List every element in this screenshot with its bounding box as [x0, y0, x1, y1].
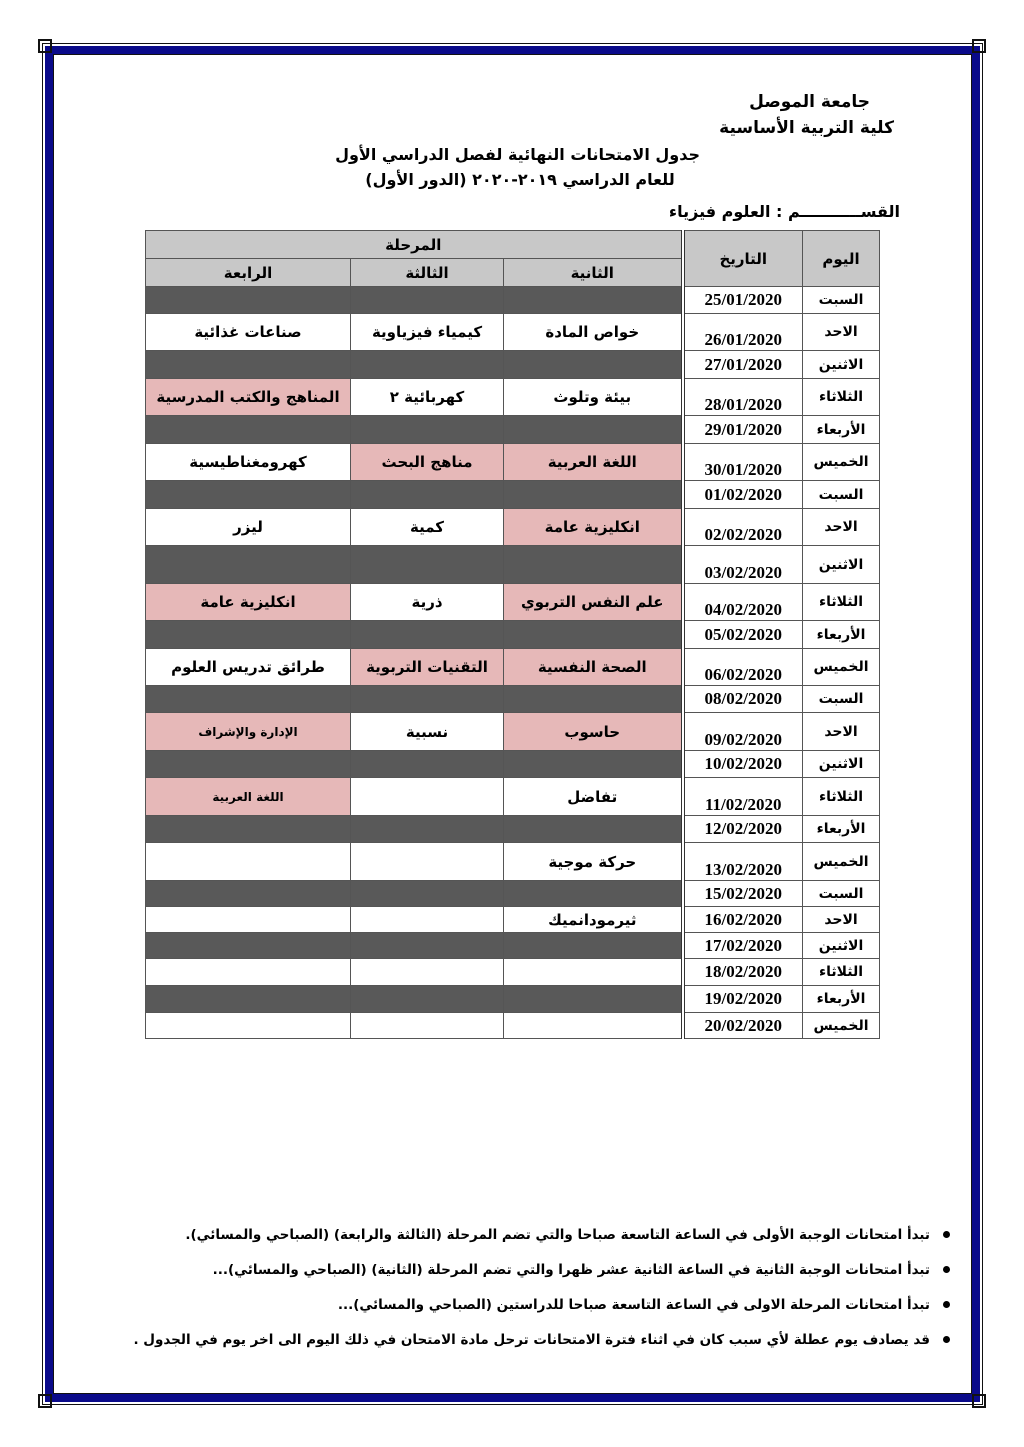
- subject-cell-fourth: [146, 416, 351, 444]
- subject-cell-third: [351, 1013, 504, 1039]
- table-row: [146, 751, 880, 778]
- day-cell: الأربعاء: [803, 986, 880, 1013]
- date-cell: 05/02/2020: [683, 621, 803, 649]
- day-cell: السبت: [803, 287, 880, 314]
- date-cell: 11/02/2020: [683, 778, 803, 816]
- table-row: [146, 933, 880, 959]
- table-header-row: [146, 231, 880, 259]
- subject-cell-third: [351, 933, 504, 959]
- subject-cell-second: [504, 1013, 683, 1039]
- subject-cell-second: [504, 686, 683, 713]
- table-row: [146, 843, 880, 881]
- subject-cell-second: [504, 351, 683, 379]
- table-row: [146, 546, 880, 584]
- subject-cell-third: كمية: [351, 509, 504, 546]
- column-header-second: الثانية: [504, 259, 683, 287]
- subject-cell-second: [504, 621, 683, 649]
- subject-cell-fourth: طرائق تدريس العلوم: [146, 649, 351, 686]
- date-cell: 29/01/2020: [683, 416, 803, 444]
- subject-cell-fourth: انكليزية عامة: [146, 584, 351, 621]
- day-cell: الأربعاء: [803, 416, 880, 444]
- note-text: قد يصادف يوم عطلة لأي سبب كان في اثناء فترة الامتحانات ترحل مادة الامتحان في ذلك اليوم الى اخر يوم في الجدول .: [133, 1332, 930, 1348]
- subject-cell-third: [351, 287, 504, 314]
- date-cell: 26/01/2020: [683, 314, 803, 351]
- subject-cell-fourth: [146, 1013, 351, 1039]
- subject-cell-fourth: [146, 986, 351, 1013]
- subject-cell-third: [351, 621, 504, 649]
- date-cell: 10/02/2020: [683, 751, 803, 778]
- subject-cell-third: [351, 351, 504, 379]
- table-row: [146, 481, 880, 509]
- table-row: [146, 959, 880, 986]
- note-text: تبدأ امتحانات المرحلة الاولى في الساعة التاسعة صباحا للدراستين (الصباحي والمسائي)...: [337, 1297, 930, 1313]
- table-row: [146, 713, 880, 751]
- date-cell: 16/02/2020: [683, 907, 803, 933]
- subject-cell-third: مناهج البحث: [351, 444, 504, 481]
- subject-cell-second: [504, 986, 683, 1013]
- subject-cell-third: [351, 881, 504, 907]
- subject-cell-fourth: الإدارة والإشراف: [146, 713, 351, 751]
- college-name: كلية التربية الأساسية: [719, 118, 894, 138]
- subject-cell-third: التقنيات التربوية: [351, 649, 504, 686]
- subject-cell-third: [351, 686, 504, 713]
- subject-cell-fourth: ليزر: [146, 509, 351, 546]
- day-cell: الخميس: [803, 1013, 880, 1039]
- subject-cell-third: [351, 416, 504, 444]
- subject-cell-third: [351, 751, 504, 778]
- subject-cell-second: [504, 881, 683, 907]
- subject-cell-second: [504, 287, 683, 314]
- subject-cell-fourth: [146, 881, 351, 907]
- table-row: [146, 1013, 880, 1039]
- subject-cell-fourth: [146, 287, 351, 314]
- date-cell: 30/01/2020: [683, 444, 803, 481]
- day-cell: الثلاثاء: [803, 379, 880, 416]
- date-cell: 17/02/2020: [683, 933, 803, 959]
- table-row: [146, 816, 880, 843]
- column-header-stage: المرحلة: [146, 231, 683, 259]
- frame-corner-ornament: [38, 39, 52, 53]
- subject-cell-second: علم النفس التربوي: [504, 584, 683, 621]
- day-cell: الأربعاء: [803, 621, 880, 649]
- day-cell: السبت: [803, 686, 880, 713]
- table-row: [146, 314, 880, 351]
- table-row: [146, 444, 880, 481]
- subject-cell-fourth: [146, 933, 351, 959]
- subject-cell-third: نسبية: [351, 713, 504, 751]
- subject-cell-second: انكليزية عامة: [504, 509, 683, 546]
- subject-cell-third: [351, 778, 504, 816]
- date-cell: 08/02/2020: [683, 686, 803, 713]
- subject-cell-second: [504, 933, 683, 959]
- subject-cell-fourth: [146, 686, 351, 713]
- table-row: [146, 986, 880, 1013]
- date-cell: 04/02/2020: [683, 584, 803, 621]
- table-row: [146, 686, 880, 713]
- day-cell: الثلاثاء: [803, 778, 880, 816]
- frame-corner-ornament: [38, 1394, 52, 1408]
- table-row: [146, 509, 880, 546]
- subject-cell-second: [504, 416, 683, 444]
- day-cell: الاحد: [803, 713, 880, 751]
- subject-cell-second: بيئة وتلوث: [504, 379, 683, 416]
- subject-cell-fourth: [146, 621, 351, 649]
- day-cell: الاثنين: [803, 546, 880, 584]
- subject-cell-second: [504, 959, 683, 986]
- note-item: [92, 1258, 952, 1293]
- subject-cell-second: الصحة النفسية: [504, 649, 683, 686]
- subject-cell-third: [351, 907, 504, 933]
- table-row: [146, 778, 880, 816]
- subject-cell-fourth: اللغة العربية: [146, 778, 351, 816]
- subject-cell-fourth: المناهج والكتب المدرسية: [146, 379, 351, 416]
- table-row: [146, 881, 880, 907]
- note-item: [92, 1223, 952, 1258]
- subject-cell-fourth: [146, 481, 351, 509]
- date-cell: 02/02/2020: [683, 509, 803, 546]
- subject-cell-third: ذرية: [351, 584, 504, 621]
- day-cell: الثلاثاء: [803, 584, 880, 621]
- date-cell: 15/02/2020: [683, 881, 803, 907]
- subject-cell-third: [351, 959, 504, 986]
- day-cell: الاثنين: [803, 351, 880, 379]
- subject-cell-fourth: [146, 959, 351, 986]
- subject-cell-fourth: [146, 816, 351, 843]
- frame-corner-ornament: [972, 39, 986, 53]
- date-cell: 01/02/2020: [683, 481, 803, 509]
- subject-cell-second: [504, 546, 683, 584]
- document-title: جدول الامتحانات النهائية لفصل الدراسي الأول: [335, 145, 700, 164]
- table-body: [146, 287, 880, 1039]
- day-cell: الاحد: [803, 907, 880, 933]
- day-cell: السبت: [803, 881, 880, 907]
- exam-schedule-table: [145, 230, 880, 1039]
- subject-cell-second: ثيرمودانميك: [504, 907, 683, 933]
- day-cell: السبت: [803, 481, 880, 509]
- date-cell: 03/02/2020: [683, 546, 803, 584]
- day-cell: الخميس: [803, 649, 880, 686]
- subject-cell-third: [351, 843, 504, 881]
- table-row: [146, 287, 880, 314]
- day-cell: الاحد: [803, 509, 880, 546]
- bullet-icon: [943, 1231, 950, 1238]
- date-cell: 13/02/2020: [683, 843, 803, 881]
- subject-cell-third: [351, 481, 504, 509]
- date-cell: 25/01/2020: [683, 287, 803, 314]
- subject-cell-fourth: صناعات غذائية: [146, 314, 351, 351]
- table-row: [146, 621, 880, 649]
- day-cell: الخميس: [803, 843, 880, 881]
- column-header-third: الثالثة: [351, 259, 504, 287]
- day-cell: الاحد: [803, 314, 880, 351]
- note-item: [92, 1293, 952, 1328]
- subject-cell-third: [351, 816, 504, 843]
- subject-cell-second: اللغة العربية: [504, 444, 683, 481]
- column-header-date: التاريخ: [683, 231, 803, 287]
- date-cell: 20/02/2020: [683, 1013, 803, 1039]
- day-cell: الأربعاء: [803, 816, 880, 843]
- subject-cell-third: كهربائية ٢: [351, 379, 504, 416]
- subject-cell-second: [504, 816, 683, 843]
- table-row: [146, 907, 880, 933]
- bullet-icon: [943, 1301, 950, 1308]
- day-cell: الخميس: [803, 444, 880, 481]
- bullet-icon: [943, 1336, 950, 1343]
- subject-cell-second: خواص المادة: [504, 314, 683, 351]
- date-cell: 28/01/2020: [683, 379, 803, 416]
- subject-cell-second: تفاضل: [504, 778, 683, 816]
- table-row: [146, 584, 880, 621]
- date-cell: 27/01/2020: [683, 351, 803, 379]
- date-cell: 19/02/2020: [683, 986, 803, 1013]
- bullet-icon: [943, 1266, 950, 1273]
- date-cell: 18/02/2020: [683, 959, 803, 986]
- note-text: تبدأ امتحانات الوجبة الأولى في الساعة التاسعة صباحا والتي تضم المرحلة (الثالثة والرابعة) (الصباحي والمسائي).: [185, 1227, 930, 1243]
- subject-cell-third: [351, 546, 504, 584]
- subject-cell-fourth: كهرومغناطيسية: [146, 444, 351, 481]
- date-cell: 09/02/2020: [683, 713, 803, 751]
- subject-cell-second: حاسوب: [504, 713, 683, 751]
- day-cell: الاثنين: [803, 933, 880, 959]
- date-cell: 12/02/2020: [683, 816, 803, 843]
- subject-cell-fourth: [146, 843, 351, 881]
- table-row: [146, 351, 880, 379]
- university-name: جامعة الموصل: [749, 92, 870, 112]
- subject-cell-third: [351, 986, 504, 1013]
- subject-cell-second: [504, 751, 683, 778]
- note-item: [92, 1328, 952, 1363]
- column-header-day: اليوم: [803, 231, 880, 287]
- column-header-fourth: الرابعة: [146, 259, 351, 287]
- date-cell: 06/02/2020: [683, 649, 803, 686]
- table-row: [146, 379, 880, 416]
- table-row: [146, 416, 880, 444]
- subject-cell-second: حركة موجية: [504, 843, 683, 881]
- document-subtitle: للعام الدراسي ٢٠١٩-٢٠٢٠ (الدور الأول): [365, 170, 675, 189]
- subject-cell-fourth: [146, 351, 351, 379]
- frame-corner-ornament: [972, 1394, 986, 1408]
- table-row: [146, 649, 880, 686]
- subject-cell-third: كيمياء فيزياوية: [351, 314, 504, 351]
- department-label: القســـــــــــم : العلوم فيزياء: [668, 202, 900, 221]
- subject-cell-fourth: [146, 751, 351, 778]
- subject-cell-fourth: [146, 546, 351, 584]
- note-text: تبدأ امتحانات الوجبة الثانية في الساعة الثانية عشر ظهرا والتي تضم المرحلة (الثانية) (الصباحي والمسائي)...: [212, 1262, 930, 1278]
- subject-cell-fourth: [146, 907, 351, 933]
- notes-list: [92, 1223, 952, 1363]
- day-cell: الثلاثاء: [803, 959, 880, 986]
- day-cell: الاثنين: [803, 751, 880, 778]
- subject-cell-second: [504, 481, 683, 509]
